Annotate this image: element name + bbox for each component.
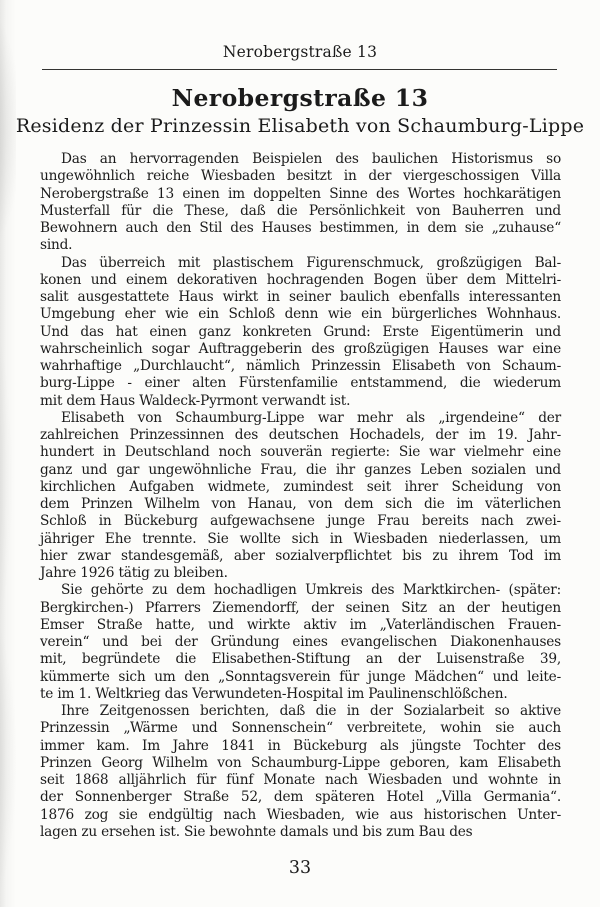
- text-line: Das überreich mit plastischem Figurenschmuck, großzügigen Bal-: [61, 254, 561, 271]
- article-body: [40, 151, 561, 841]
- paragraph: [40, 703, 561, 841]
- header-rule: [42, 69, 557, 70]
- text-line: Sie gehörte zu dem hochadligen Umkreis des Marktkirchen- (später:: [61, 582, 561, 599]
- text-line: dem Prinzen Wilhelm von Hanau, von dem sich die im väterlichen: [40, 496, 561, 512]
- text-line: Schloß in Bückeburg aufgewachsene junge Frau bereits nach zwei-: [40, 513, 561, 530]
- chapter-subtitle: Residenz der Prinzessin Elisabeth von Schaumburg-Lippe: [15, 115, 585, 137]
- page-number: 33: [288, 858, 312, 878]
- text-line: Emser Straße hatte, und wirkte aktiv im „Vaterländischen Frauen-: [40, 616, 561, 633]
- text-line: seit 1868 alljährlich für fünf Monate nach Wiesbaden und wohnte in: [40, 772, 561, 788]
- text-line: lagen zu ersehen ist. Sie bewohnte damals und bis zum Bau des: [40, 823, 473, 840]
- text-line: Elisabeth von Schaumburg-Lippe war mehr als „irgendeine“ der: [61, 409, 561, 426]
- text-line: jähriger Ehe trennte. Sie wollte sich in Wiesbaden niederlassen, um: [40, 530, 561, 547]
- text-line: Ihre Zeitgenossen berichten, daß die in der Sozialarbeit so aktive: [61, 703, 561, 719]
- text-line: ungewöhnlich reiche Wiesbaden besitzt in der viergeschossigen Villa: [40, 168, 561, 185]
- text-line: mit, begründete die Elisabethen-Stiftung an der Luisenstraße 39,: [40, 651, 561, 668]
- text-line: Bewohnern auch den Stil des Hauses bestimmen, in dem sie „zuhause“: [40, 220, 561, 236]
- text-line: Und das hat einen ganz konkreten Grund: Erste Eigentümerin und: [40, 323, 561, 340]
- text-line: burg-Lippe - einer alten Fürstenfamilie entstammend, die wiederum: [40, 375, 561, 392]
- text-line: wahrhaftige „Durchlaucht“, nämlich Prinzessin Elisabeth von Schaum-: [40, 358, 561, 374]
- paragraph: [40, 151, 561, 255]
- text-line: ganz und gar ungewöhnliche Frau, die ihr ganzes Leben sozialen und: [40, 461, 561, 478]
- text-line: konen und einem dekorativen hochragenden Bogen über dem Mittelri-: [40, 271, 561, 288]
- text-line: Prinzen Georg Wilhelm von Schaumburg-Lippe geboren, kam Elisabeth: [40, 754, 561, 771]
- text-line: Musterfall für die These, daß die Persönlichkeit von Bauherren und: [40, 202, 561, 219]
- text-line: Prinzessin „Wärme und Sonnenschein“ verbreitete, wohin sie auch: [40, 720, 561, 737]
- text-line: Bergkirchen-) Pfarrers Ziemendorff, der seinen Sitz an der heutigen: [40, 599, 561, 616]
- chapter-title: Nerobergstraße 13: [171, 84, 429, 112]
- text-line: hundert in Deutschland noch souverän regierte: Sie war vielmehr eine: [40, 444, 561, 461]
- paragraph: [40, 582, 561, 703]
- paragraph: [40, 410, 561, 583]
- text-line: te im 1. Weltkrieg das Verwundeten-Hospital im Paulinenschlößchen.: [40, 685, 508, 702]
- text-line: kümmerte sich um den „Sonntagsverein für junge Mädchen“ und leite-: [40, 668, 561, 685]
- paragraph: [40, 255, 561, 410]
- text-line: salit ausgestattete Haus wirkt in seiner baulich ebenfalls interessanten: [40, 289, 561, 305]
- text-line: 1876 zog sie endgültig nach Wiesbaden, wie aus historischen Unter-: [40, 806, 561, 823]
- text-line: mit dem Haus Waldeck-Pyrmont verwandt ist.: [40, 392, 351, 409]
- text-line: Umgebung eher wie ein Schloß denn wie ein bürgerliches Wohnhaus.: [40, 306, 561, 323]
- text-line: sind.: [40, 237, 73, 254]
- text-line: der Sonnenberger Straße 52, dem späteren Hotel „Villa Germania“.: [40, 789, 561, 806]
- text-line: Das an hervorragenden Beispielen des baulichen Historismus so: [61, 151, 561, 167]
- text-line: hier zwar standesgemäß, aber sozialverpflichtet bis zu ihrem Tod im: [40, 547, 561, 564]
- text-line: Nerobergstraße 13 einen im doppelten Sinne des Wortes hochkarätigen: [40, 185, 561, 202]
- text-line: wahrscheinlich sogar Auftraggeberin des großzügigen Hauses war eine: [40, 340, 561, 357]
- text-line: immer kam. Im Jahre 1841 in Bückeburg als jüngste Tochter des: [40, 737, 561, 754]
- text-line: Jahre 1926 tätig zu bleiben.: [40, 565, 228, 581]
- text-line: verein“ und bei der Gründung eines evangelischen Diakonenhauses: [40, 634, 561, 650]
- text-line: zahlreichen Prinzessinnen des deutschen Hochadels, der im 19. Jahr-: [40, 427, 561, 443]
- text-line: kirchlichen Aufgaben widmete, zumindest seit ihrer Scheidung von: [40, 478, 561, 495]
- running-header: Nerobergstraße 13: [222, 43, 378, 61]
